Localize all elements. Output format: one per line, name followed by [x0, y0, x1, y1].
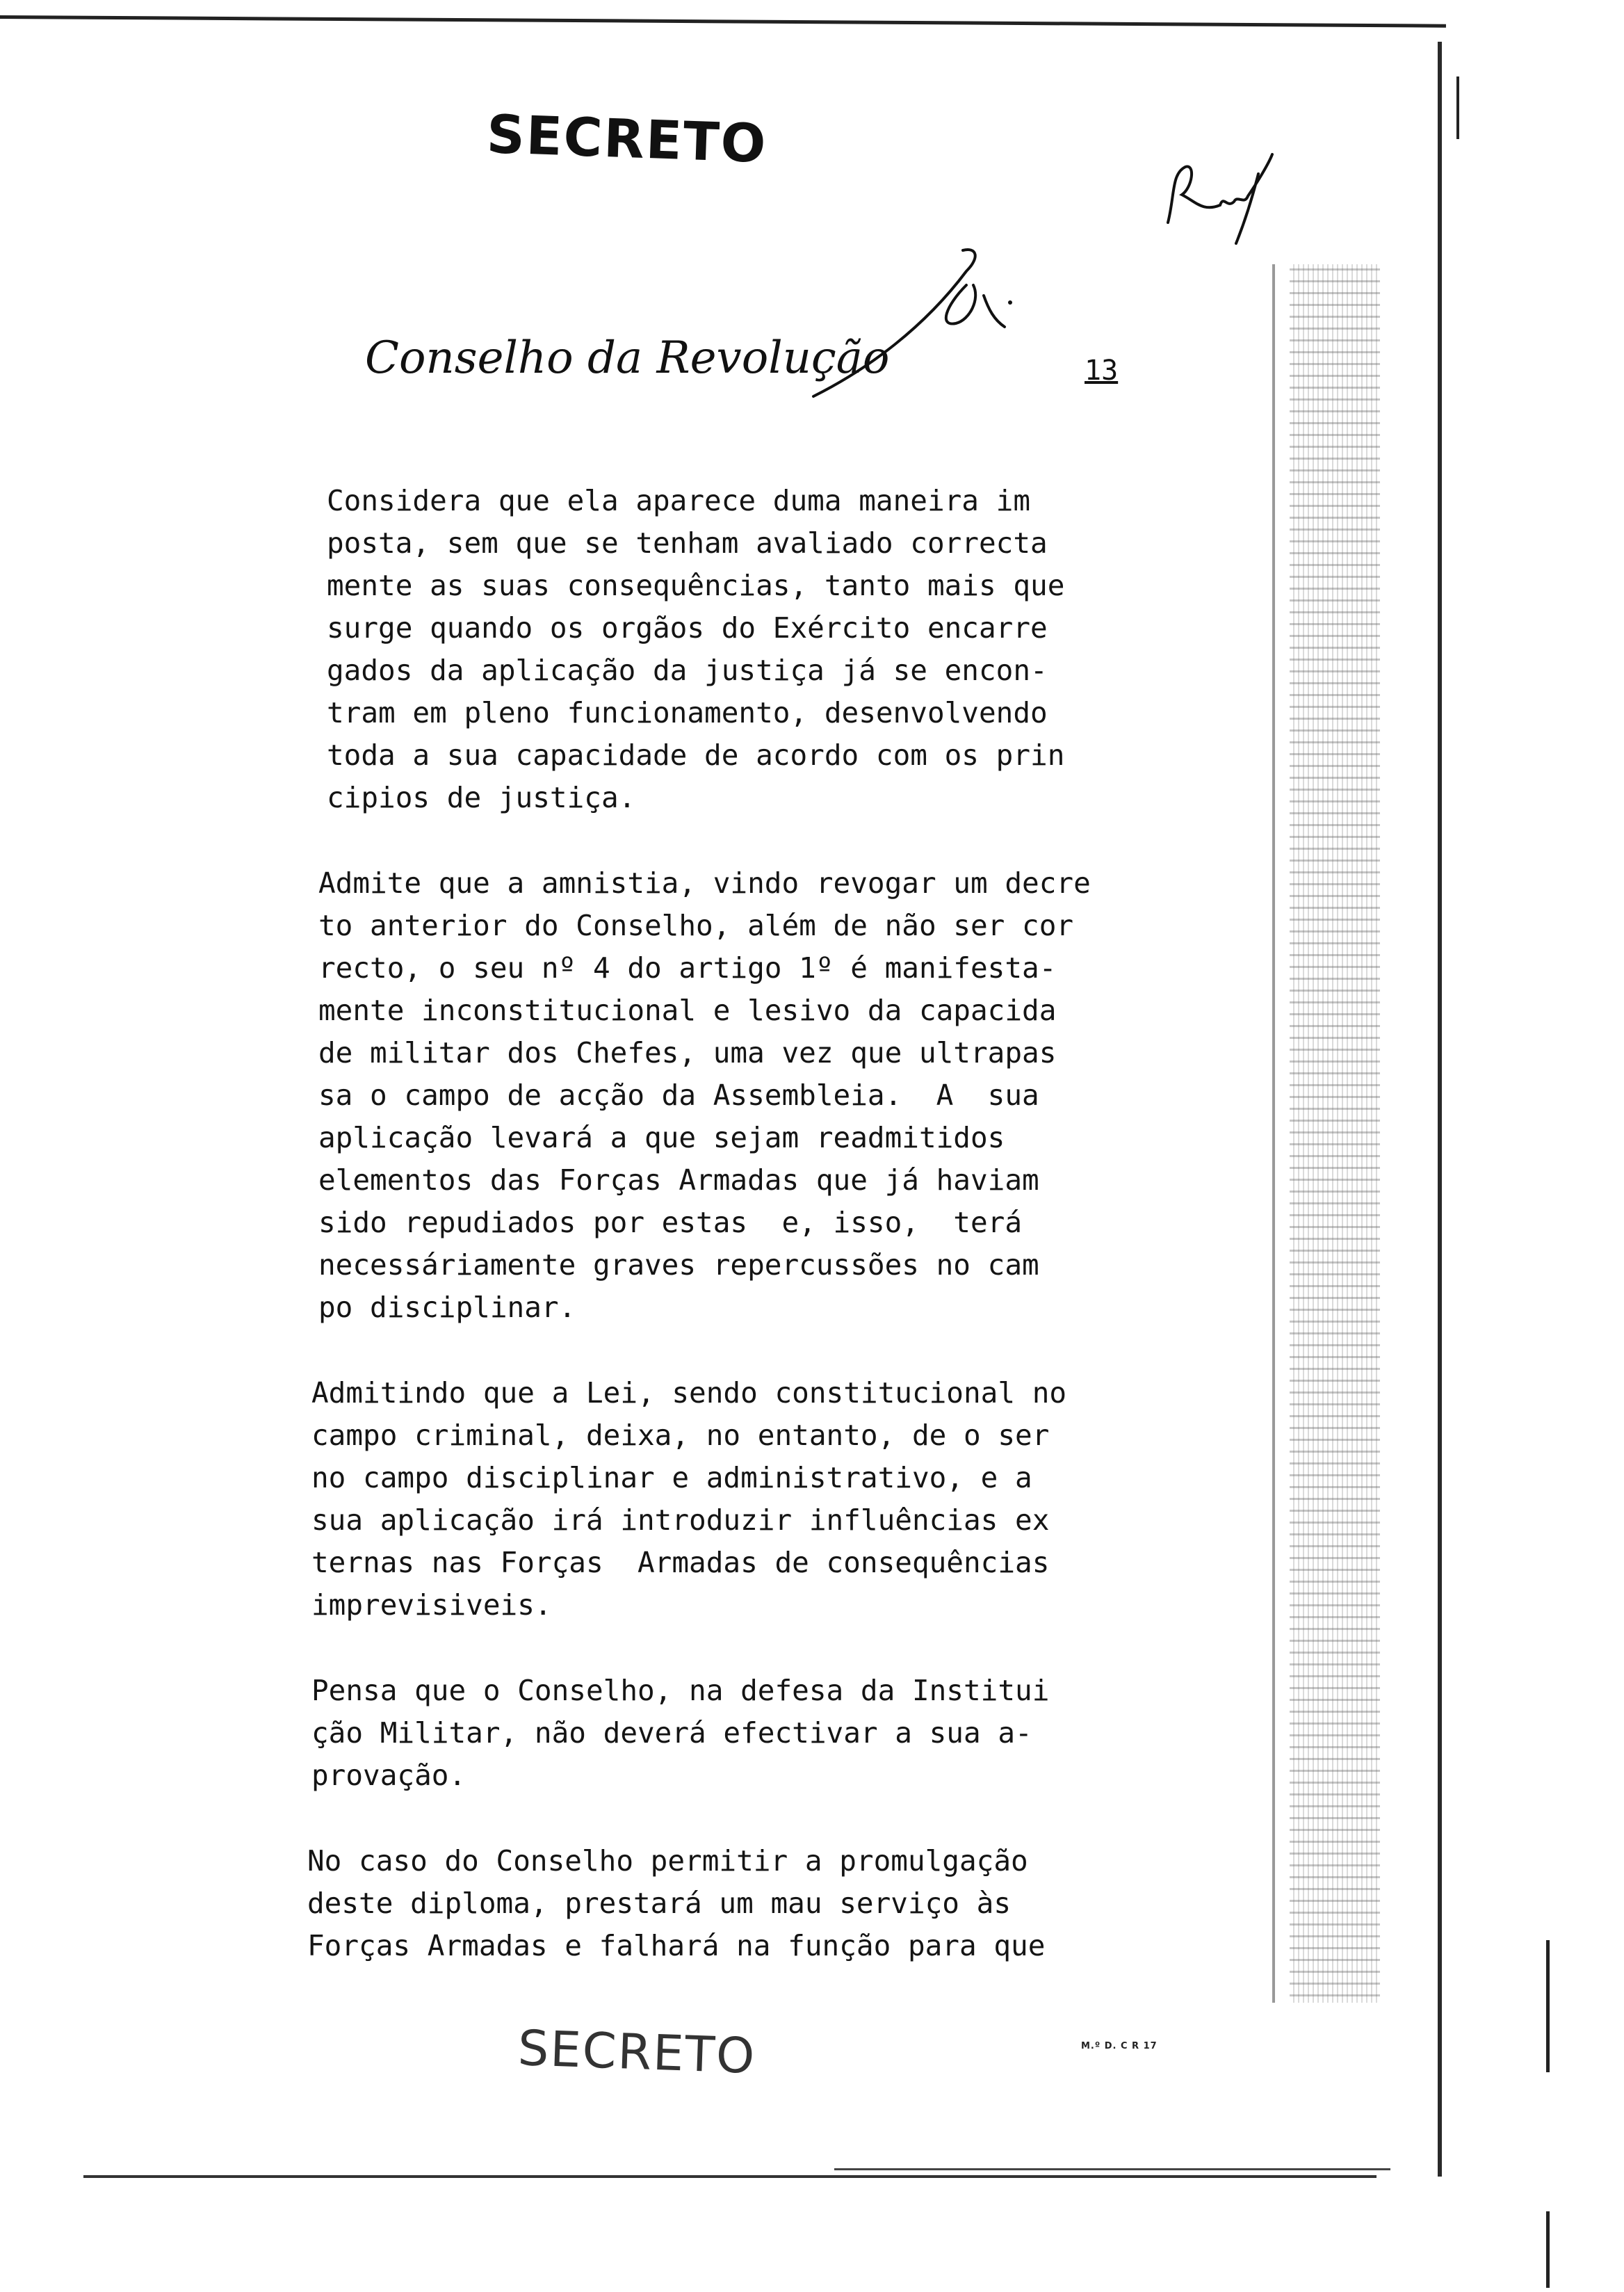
scan-edge-bottom-2 — [834, 2168, 1390, 2170]
text-line: sido repudiados por estas e, isso, terá — [318, 1206, 1023, 1239]
text-line: toda a sua capacidade de acordo com os prin — [327, 739, 1065, 772]
signature-initials — [1154, 146, 1279, 250]
paragraph-2 — [318, 862, 1140, 1329]
text-line: posta, sem que se tenham avaliado correcta — [327, 526, 1048, 560]
text-line: aplicação levará a que sejam readmitidos — [318, 1121, 1005, 1154]
text-line: imprevisiveis. — [311, 1588, 552, 1622]
text-line: Pensa que o Conselho, na defesa da Institui — [311, 1674, 1050, 1707]
classification-stamp-bottom: SECRETO — [517, 2019, 757, 2085]
text-line: po disciplinar. — [318, 1291, 576, 1324]
text-line: ção Militar, não deverá efectivar a sua a- — [311, 1716, 1032, 1750]
text-line: cipios de justiça. — [327, 781, 636, 814]
scan-edge-bottom — [83, 2175, 1377, 2178]
text-line: surge quando os orgãos do Exército encarre — [327, 611, 1048, 645]
text-line: no campo disciplinar e administrativo, e a — [311, 1461, 1032, 1494]
paragraph-4 — [311, 1670, 1140, 1797]
text-line: mente as suas consequências, tanto mais que — [327, 569, 1065, 602]
paragraph-1 — [327, 480, 1140, 819]
text-line: gados da aplicação da justiça já se encon- — [327, 654, 1048, 687]
scan-noise-line — [1272, 264, 1275, 2003]
text-line: deste diploma, prestará um mau serviço às — [307, 1887, 1012, 1920]
text-line: mente inconstitucional e lesivo da capacida — [318, 994, 1057, 1027]
text-line: tram em pleno funcionamento, desenvolvendo — [327, 696, 1048, 729]
page-number: 13 — [1085, 355, 1119, 387]
text-line: sa o campo de acção da Assembleia. A sua — [318, 1079, 1039, 1112]
text-line: campo criminal, deixa, no entanto, de o ser — [311, 1419, 1050, 1452]
paragraph-3 — [311, 1372, 1140, 1627]
text-line: Forças Armadas e falhará na função para que — [307, 1929, 1046, 1962]
council-letterhead: Conselho da Revolução — [365, 332, 890, 384]
text-line: elementos das Forças Armadas que já haviam — [318, 1163, 1039, 1197]
scan-mark — [1456, 76, 1459, 139]
text-line: recto, o seu nº 4 do artigo 1º é manifesta- — [318, 951, 1057, 985]
text-line: de militar dos Chefes, uma vez que ultrapas — [318, 1036, 1057, 1070]
text-line: necessáriamente graves repercussões no cam — [318, 1248, 1039, 1282]
body-text — [306, 480, 1140, 2010]
form-code: M.º D. C R 17 — [1081, 2041, 1158, 2051]
scan-edge-right — [1438, 42, 1442, 2177]
text-line: Admite que a amnistia, vindo revogar um decre — [318, 866, 1091, 900]
text-line: ternas nas Forças Armadas de consequências — [311, 1546, 1050, 1579]
text-line: Admitindo que a Lei, sendo constitucional no — [311, 1376, 1067, 1410]
text-line: provação. — [311, 1759, 466, 1792]
scan-mark — [1546, 2211, 1550, 2288]
text-line: No caso do Conselho permitir a promulgação — [307, 1844, 1028, 1878]
text-line: sua aplicação irá introduzir influências ex — [311, 1503, 1050, 1537]
text-line: to anterior do Conselho, além de não ser cor — [318, 909, 1074, 942]
scan-noise-strip — [1290, 264, 1380, 2003]
scan-edge-top — [0, 15, 1446, 28]
paragraph-5 — [307, 1840, 1140, 1967]
classification-stamp-top: SECRETO — [485, 102, 768, 175]
text-line: Considera que ela aparece duma maneira im — [327, 484, 1031, 517]
scan-mark — [1546, 1940, 1550, 2072]
